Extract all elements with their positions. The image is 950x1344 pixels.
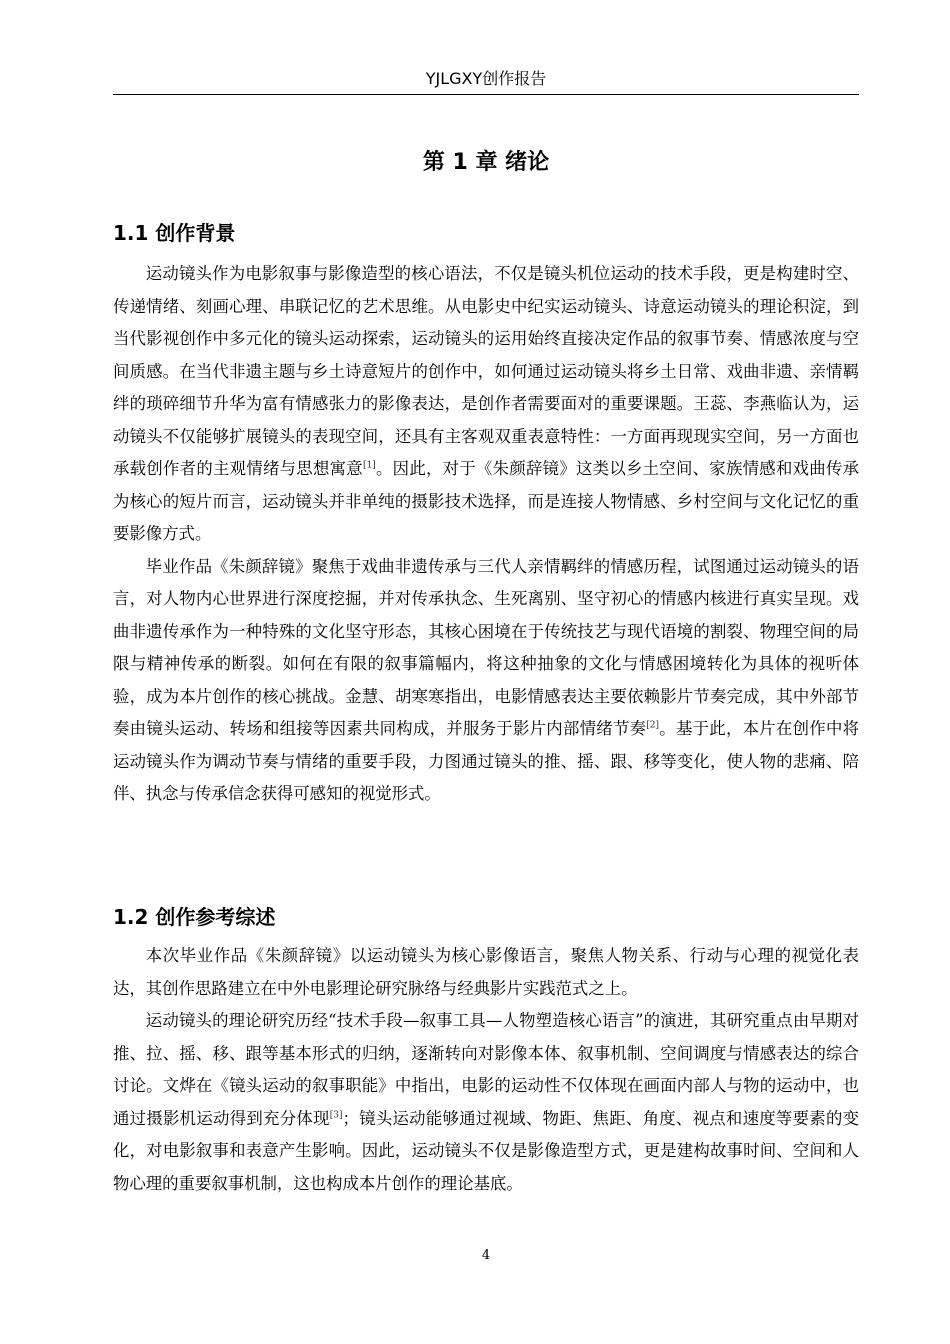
citation-ref: [2]	[646, 720, 660, 731]
body-paragraph	[113, 940, 859, 1005]
paragraph-text: ；镜头运动能够通过视域、物距、焦距、角度、视点和速度等要素的变化，对电影叙事和表意产生影响。因此，运动镜头不仅是影像造型方式，更是建构故事时间、空间和人物心理的重要叙事机制，这也构成本片创作的理论基底。	[113, 1108, 860, 1193]
body-paragraph	[113, 258, 859, 551]
running-header	[113, 64, 859, 95]
running-title: YJLGXY创作报告	[425, 69, 547, 88]
paragraph-text: 毕业作品《朱颜辞镜》聚焦于戏曲非遗传承与三代人亲情羁绊的情感历程，试图通过运动镜头的语言，对人物内心世界进行深度挖掘，并对传承执念、生死离别、坚守初心的情感内核进行真实呈现。戏曲非遗传承作为一种特殊的文化坚守形态，其核心困境在于传统技艺与现代语境的割裂、物理空间的局限与精神传承的断裂。如何在有限的叙事篇幅内，将这种抽象的文化与情感困境转化为具体的视听体验，成为本片创作的核心挑战。金慧、胡寒寒指出，电影情感表达主要依赖影片节奏完成，其中外部节奏由镜头运动、转场和组接等因素共同构成，并服务于影片内部情绪节奏	[113, 556, 859, 738]
body-paragraph	[113, 551, 859, 811]
paragraph-text: 。因此，对于《朱颜辞镜》这类以乡土空间、家族情感和戏曲传承为核心的短片而言，运动镜头并非单纯的摄影技术选择，而是连接人物情感、乡村空间与文化记忆的重要影像方式。	[113, 459, 860, 543]
chapter-title: 第 1 章 绪论	[422, 150, 550, 175]
section-title: 1.1 创作背景	[113, 221, 236, 245]
page-number: 4	[481, 1248, 491, 1263]
paragraph-text: 运动镜头作为电影叙事与影像造型的核心语法，不仅是镜头机位运动的技术手段，更是构建时空、传递情绪、刻画心理、串联记忆的艺术思维。从电影史中纪实运动镜头、诗意运动镜头的理论积淀，到当代影视创作中多元化的镜头运动探索，运动镜头的运用始终直接决定作品的叙事节奏、情感浓度与空间质感。在当代非遗主题与乡土诗意短片的创作中，如何通过运动镜头将乡土日常、戏曲非遗、亲情羁绊的琐碎细节升华为富有情感张力的影像表达，是创作者需要面对的重要课题。王蕊、李燕临认为，运动镜头不仅能够扩展镜头的表现空间，还具有主客观双重表意特性：一方面再现现实空间，另一方面也承载创作者的主观情绪与思想寓意	[113, 264, 859, 478]
citation-ref: [1]	[362, 460, 376, 471]
section-creation-reference-review	[113, 902, 859, 1200]
body-paragraph	[113, 1005, 859, 1200]
section-title: 1.2 创作参考综述	[113, 905, 276, 929]
section-creation-background	[113, 218, 859, 811]
citation-ref: [3]	[329, 1110, 343, 1121]
paragraph-text: 运动镜头的理论研究历经“技术手段—叙事工具—人物塑造核心语言”的演进，其研究重点由早期对推、拉、摇、移、跟等基本形式的归纳，逐渐转向对影像本体、叙事机制、空间调度与情感表达的综合讨论。文烨在《镜头运动的叙事职能》中指出，电影的运动性不仅体现在画面内部人与物的运动中，也通过摄影机运动得到充分体现	[113, 1011, 859, 1128]
paragraph-text: 。基于此，本片在创作中将运动镜头作为调动节奏与情绪的重要手段，力图通过镜头的推、摇、跟、移等变化，使人物的悲痛、陪伴、执念与传承信念获得可感知的视觉形式。	[113, 719, 860, 803]
paragraph-text: 本次毕业作品《朱颜辞镜》以运动镜头为核心影像语言，聚焦人物关系、行动与心理的视觉化表达，其创作思路建立在中外电影理论研究脉络与经典影片实践范式之上。	[113, 946, 859, 998]
